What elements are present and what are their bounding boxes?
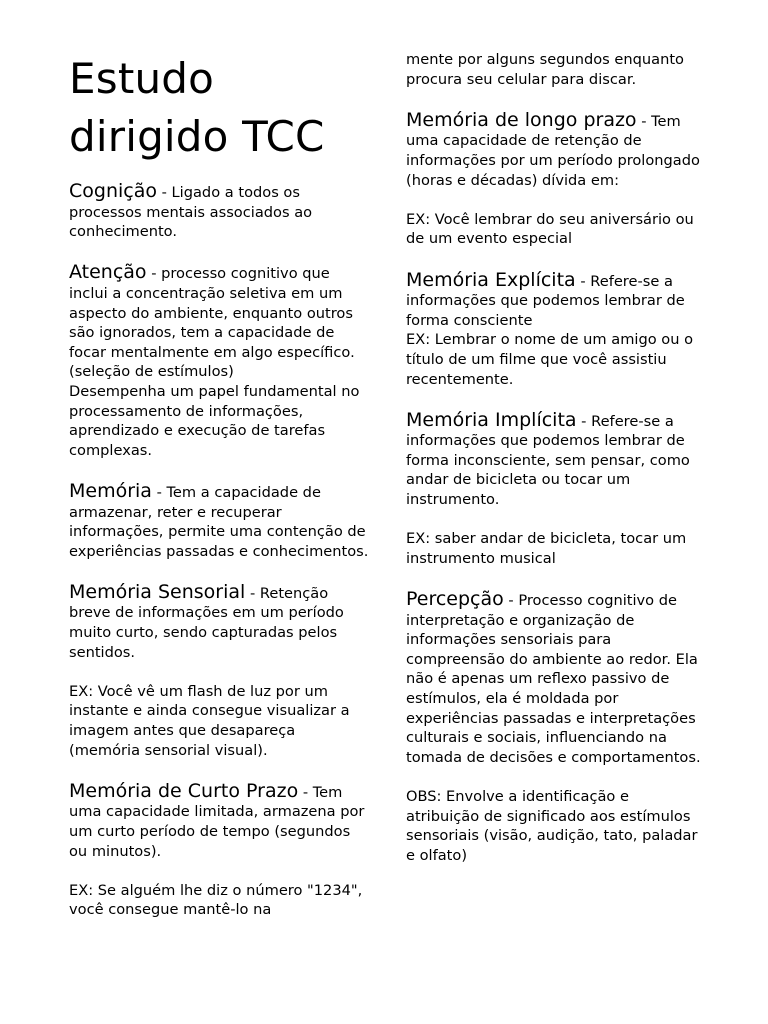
right-column	[406, 50, 706, 885]
section-heading: Atenção	[69, 261, 147, 284]
left-column	[69, 50, 369, 940]
section-text: - Processo cognitivo de interpretação e organização de informações sensoriais para compreensão do ambiente ao redor. Ela não é apenas um reflexo passivo de estímulos, ela é moldada por experiências passadas e interpretações culturais e sociais, influenciando na tomada de decisões e comportamentos.	[406, 592, 701, 766]
paragraph-gap	[69, 662, 369, 682]
section-example: EX: Você vê um flash de luz por um instante e ainda consegue visualizar a imagem antes que desapareça (memória sensorial visual).	[69, 682, 350, 759]
section-atencao	[69, 261, 369, 460]
section-heading: Memória de Curto Prazo	[69, 779, 299, 802]
section-continuation	[406, 50, 706, 89]
section-memoria-longo-prazo	[406, 109, 706, 249]
section-heading: Memória Explícita	[406, 268, 576, 291]
section-heading: Memória	[69, 479, 152, 502]
section-text-continued: Desempenha um papel fundamental no processamento de informações, aprendizado e execução de tarefas complexas.	[69, 382, 360, 459]
section-heading: Memória de longo prazo	[406, 108, 637, 131]
section-percepcao	[406, 588, 706, 865]
section-memoria-curto-prazo	[69, 780, 369, 920]
section-heading: Memória Implícita	[406, 408, 577, 431]
section-text: - Ligado a todos os processos mentais associados ao conhecimento.	[69, 184, 313, 241]
document-title: Estudo dirigido TCC	[69, 54, 325, 161]
paragraph-gap	[406, 190, 706, 210]
section-memoria-explicita	[406, 269, 706, 390]
section-example: EX: Você lembrar do seu aniversário ou de um evento especial	[406, 210, 694, 248]
section-cognicao	[69, 180, 369, 242]
paragraph-gap	[69, 861, 369, 881]
section-text: - Retenção breve de informações em um período muito curto, sendo capturadas pelos sentidos.	[69, 584, 344, 661]
section-text: - processo cognitivo que inclui a concentração seletiva em um aspecto do ambiente, enquanto outros são ignorados, tem a capacidade de focar mentalmente em algo específico. (seleção de estímulos)	[69, 265, 355, 381]
section-example: EX: Se alguém lhe diz o número "1234", você consegue mantê-lo na	[69, 881, 363, 919]
section-text: - Tem a capacidade de armazenar, reter e recuperar informações, permite uma contenção de experiências passadas e conhecimentos.	[69, 483, 369, 560]
section-heading: Cognição	[69, 180, 157, 202]
section-text: - Tem uma capacidade limitada, armazena por um curto período de tempo (segundos ou minutos).	[69, 783, 365, 860]
section-heading: Memória Sensorial	[69, 580, 246, 603]
section-memoria-implicita	[406, 409, 706, 569]
paragraph-gap	[406, 767, 706, 787]
section-text: - Refere-se a informações que podemos lembrar de forma inconsciente, sem pensar, como andar de bicicleta ou tocar um instrumento.	[406, 412, 690, 509]
section-memoria-sensorial	[69, 581, 369, 760]
section-text: - Refere-se a informações que podemos lembrar de forma consciente	[406, 272, 685, 329]
section-example: EX: Lembrar o nome de um amigo ou o título de um filme que você assistiu recentemente.	[406, 331, 694, 388]
section-text: - Tem uma capacidade de retenção de informações por um período prolongado (horas e décadas) dívida em:	[406, 112, 700, 189]
paragraph-gap	[406, 510, 706, 530]
continued-text: mente por alguns segundos enquanto procura seu celular para discar.	[406, 51, 684, 88]
section-memoria	[69, 480, 369, 561]
section-obs: OBS: Envolve a identificação e atribuição de significado aos estímulos sensoriais (visão, audição, tato, paladar e olfato)	[406, 787, 698, 864]
section-example: EX: saber andar de bicicleta, tocar um instrumento musical	[406, 530, 687, 567]
section-heading: Percepção	[406, 588, 504, 611]
